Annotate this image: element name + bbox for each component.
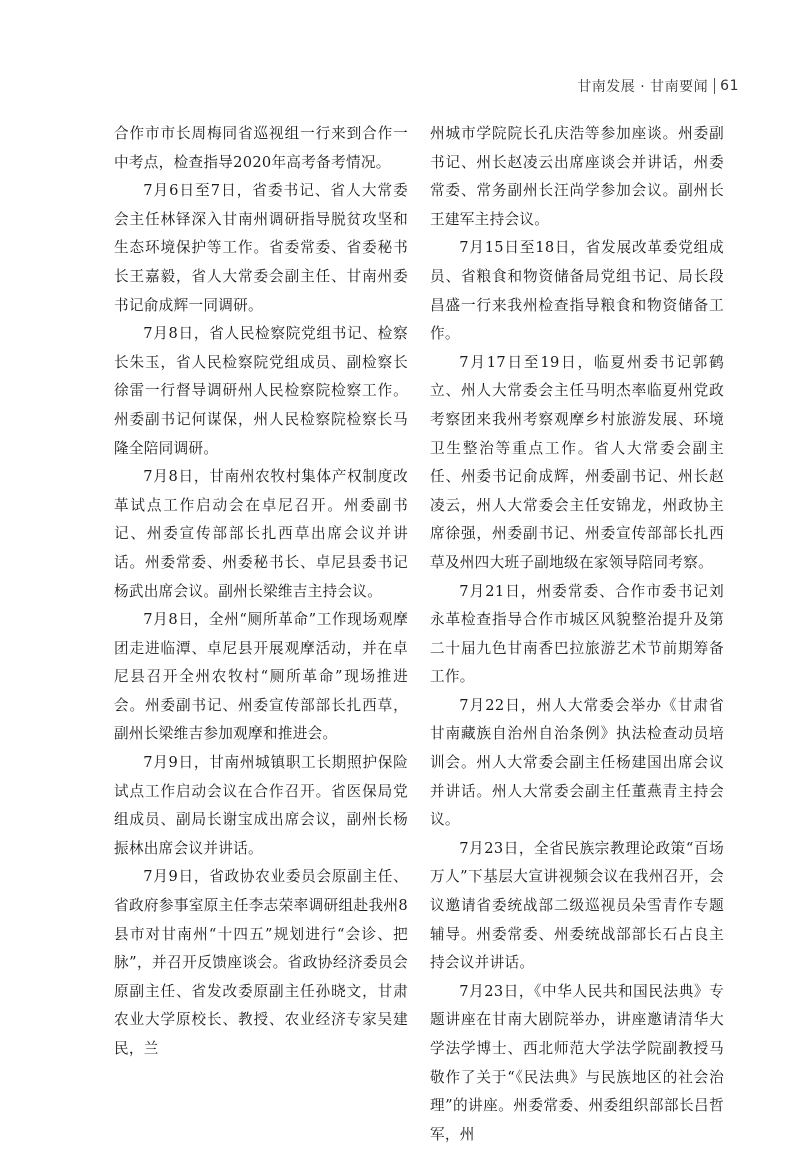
paragraph: 7月6日至7日，省委书记、省人大常委会主任林铎深入甘南州调研指导脱贫攻坚和生态环境保护等工作。省委常委、省委秘书长王嘉毅，省人大常委会副主任、甘南州委书记俞成辉一同调研。: [114, 182, 408, 314]
paragraph: 7月21日，州委常委、合作市委书记刘永革检查指导合作市城区风貌整治提升及第二十届九色甘南香巴拉旅游艺术节前期筹备工作。: [430, 582, 724, 686]
running-header: [577, 76, 739, 96]
paragraph: 7月9日，省政协农业委员会原副主任、省政府参事室原主任李志荣率调研组赴我州8县市对甘南州“十四五”规划进行“会诊、把脉”，并召开反馈座谈会。省政协经济委员会原副主任、省发改委原副主任孙晓文，甘肃农业大学原校长、教授、农业经济专家吴建民，兰: [114, 868, 408, 1057]
left-column: [114, 120, 408, 1064]
section-title: 甘南发展 · 甘南要闻: [577, 79, 709, 95]
paragraph: 7月9日，甘南州城镇职工长期照护保险试点工作启动会议在合作召开。省医保局党组成员、副局长谢宝成出席会议，副州长杨振林出席会议并讲话。: [114, 754, 408, 857]
paragraph-continued: 合作市市长周梅同省巡视组一行来到合作一中考点，检查指导2020年高考备考情况。: [114, 125, 408, 171]
paragraph: 7月23日，《中华人民共和国民法典》专题讲座在甘南大剧院举办，讲座邀请清华大学法学博士、西北师范大学法学院副教授马敬作了关于“《民法典》与民族地区的社会治理”的讲座。州委常委、州委组织部部长吕哲军，州: [430, 982, 724, 1143]
paragraph: 7月15日至18日，省发展改革委党组成员、省粮食和物资储备局党组书记、局长段昌盛一行来我州检查指导粮食和物资储备工作。: [430, 239, 724, 343]
page-number: 61: [720, 78, 739, 94]
right-column: [430, 120, 724, 1149]
paragraph-continued: 州城市学院院长孔庆浩等参加座谈。州委副书记、州长赵凌云出席座谈会并讲话，州委常委、常务副州长汪尚学参加会议。副州长王建军主持会议。: [430, 125, 724, 228]
paragraph: 7月8日，省人民检察院党组书记、检察长朱玉，省人民检察院党组成员、副检察长徐雷一行督导调研州人民检察院检察工作。州委副书记何谋保，州人民检察院检察长马隆全陪同调研。: [114, 325, 408, 457]
paragraph: 7月8日，全州“厕所革命”工作现场观摩团走进临潭、卓尼县开展观摩活动，并在卓尼县召开全州农牧村“厕所革命”现场推进会。州委副书记、州委宣传部部长扎西草，副州长梁维吉参加观摩和推进会。: [114, 611, 408, 743]
paragraph: 7月23日，全省民族宗教理论政策“百场万人”下基层大宣讲视频会议在我州召开，会议邀请省委统战部二级巡视员朵雪青作专题辅导。州委常委、州委统战部部长石占良主持会议并讲话。: [430, 839, 724, 972]
paragraph: 7月22日，州人大常委会举办《甘肃省甘南藏族自治州自治条例》执法检查动员培训会。州人大常委会副主任杨建国出席会议并讲话。州人大常委会副主任董燕青主持会议。: [430, 696, 724, 829]
paragraph: 7月17日至19日，临夏州委书记郭鹤立、州人大常委会主任马明杰率临夏州党政考察团来我州考察观摩乡村旅游发展、环境卫生整治等重点工作。省人大常委会副主任、州委书记俞成辉，州委副书记、州长赵凌云，州人大常委会主任安锦龙，州政协主席徐强，州委副书记、州委宣传部部长扎西草及州四大班子副地级在家领导陪同考察。: [430, 353, 724, 571]
header-divider: [714, 78, 715, 94]
paragraph: 7月8日，甘南州农牧村集体产权制度改革试点工作启动会在卓尼召开。州委副书记、州委宣传部部长扎西草出席会议并讲话。州委常委、州委秘书长、卓尼县委书记杨武出席会议。副州长梁维吉主持会议。: [114, 468, 408, 600]
